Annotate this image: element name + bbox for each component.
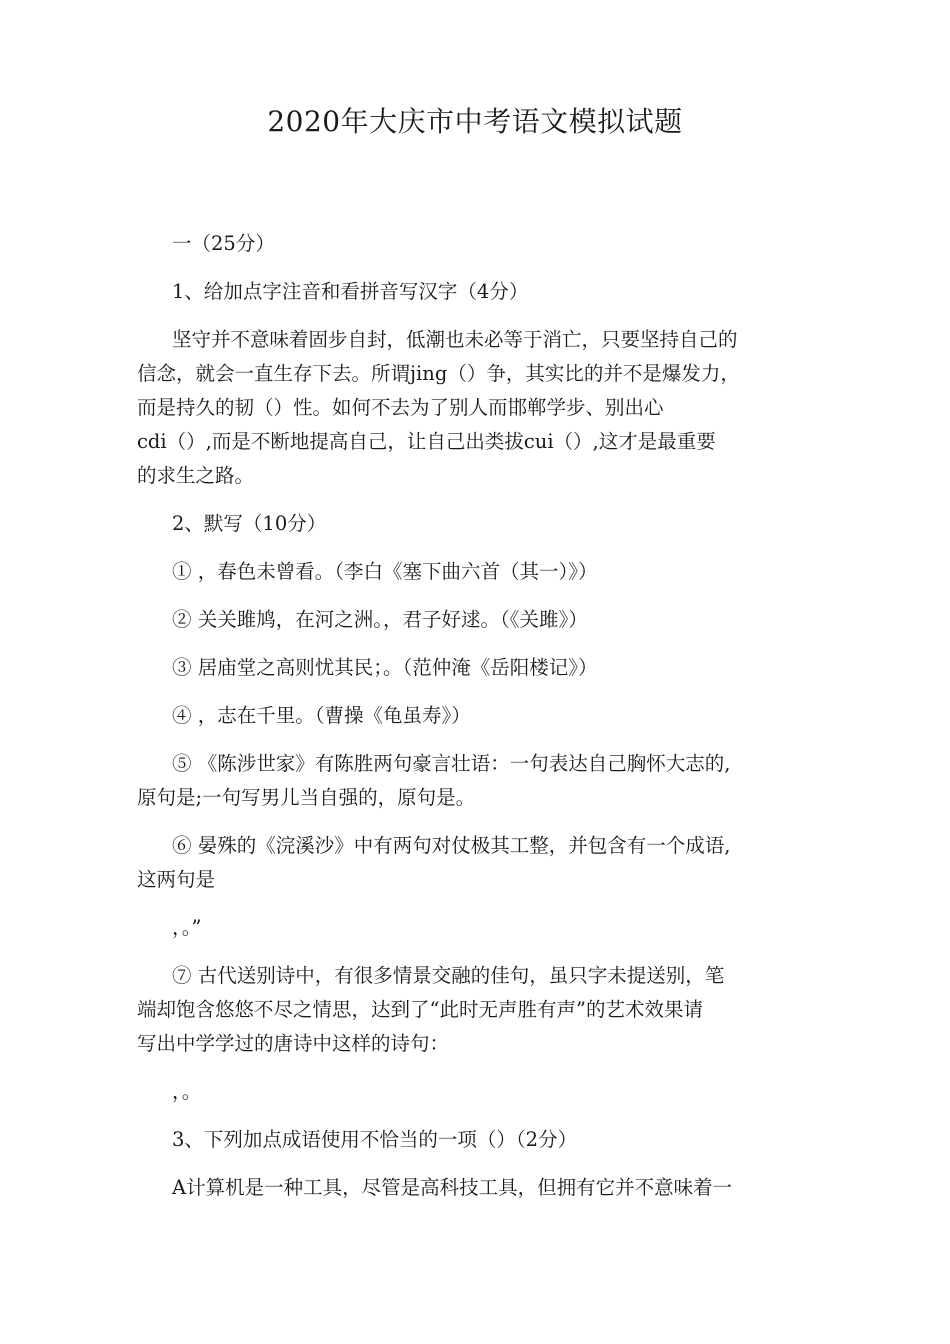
q1-text-line-4: cdi（）,而是不断地提高自己，让自己出类拔cui（）,这才是最重要 <box>137 430 716 453</box>
q1-text-line-1: 坚守并不意味着固步自封，低潮也未必等于消亡，只要坚持自己的 <box>172 328 738 351</box>
q2-item-7-line-3: 写出中学学过的唐诗中这样的诗句： <box>137 1032 450 1055</box>
q2-item-6-line-2: 这两句是 <box>137 868 216 891</box>
q2-item-5-line-2: 原句是;一句写男儿当自强的，原句是。 <box>137 786 476 809</box>
q1-text-line-3: 而是持久的韧（）性。如何不去为了别人而邯郸学步、别出心 <box>137 396 664 419</box>
q2-item-7-line-2: 端却饱含悠悠不尽之情思，达到了“此时无声胜有声”的艺术效果请 <box>137 998 703 1021</box>
section-one-heading: 一（25分） <box>172 232 275 255</box>
q2-item-6-answer: ，。” <box>172 916 202 939</box>
q2-item-7-answer: ，。 <box>172 1080 202 1103</box>
page-title: 2020年大庆市中考语文模拟试题 <box>267 105 683 138</box>
q3-option-a: A计算机是一种工具，尽管是高科技工具，但拥有它并不意味着一 <box>172 1176 733 1199</box>
question-3-heading: 3、下列加点成语使用不恰当的一项（）（2分） <box>172 1128 578 1151</box>
q2-item-7-line-1: ⑦ 古代送别诗中，有很多情景交融的佳句，虽只字未提送别，笔 <box>172 964 725 987</box>
q2-item-6-line-1: ⑥ 晏殊的《浣溪沙》中有两句对仗极其工整，并包含有一个成语, <box>172 834 731 857</box>
q2-item-1: ① ，春色未曾看。（李白《塞下曲六首（其一）》） <box>172 560 598 583</box>
q1-text-line-5: 的求生之路。 <box>137 464 255 487</box>
q2-item-2: ② 关关雎鸠，在河之洲。，君子好逑。（《关雎》） <box>172 608 588 631</box>
q2-item-5-line-1: ⑤ 《陈涉世家》有陈胜两句豪言壮语：一句表达自己胸怀大志的, <box>172 752 731 775</box>
q2-item-4: ④ ，志在千里。（曹操《龟虽寿》） <box>172 704 471 727</box>
q2-item-3: ③ 居庙堂之高则忧其民；。（范仲淹《岳阳楼记》） <box>172 656 598 679</box>
question-1-heading: 1、给加点字注音和看拼音写汉字（4分） <box>172 280 529 303</box>
q1-text-line-2: 信念，就会一直生存下去。所谓jing（）争，其实比的并不是爆发力， <box>137 362 740 385</box>
question-2-heading: 2、默写（10分） <box>172 512 327 535</box>
